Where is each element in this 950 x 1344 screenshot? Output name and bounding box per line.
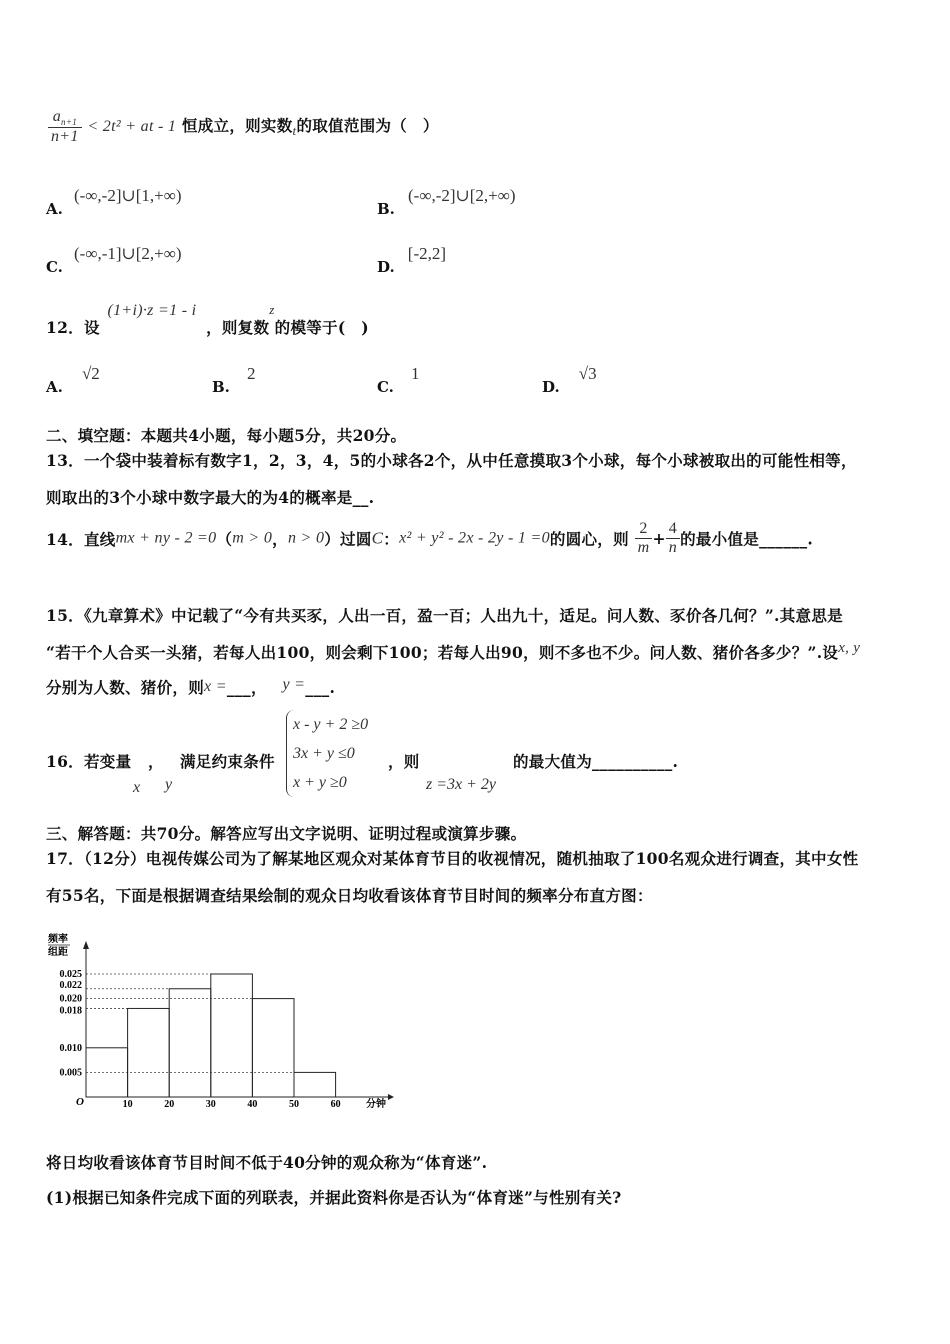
x-tick-label: 60: [330, 1099, 341, 1110]
y-label-top: 频率: [48, 934, 68, 945]
histogram-bar: [169, 989, 211, 1097]
origin-label: O: [76, 1096, 84, 1108]
q17-part1: (1)根据已知条件完成下面的列联表，并据此资料你是否认为“体育迷”与性别有关?: [46, 1188, 622, 1207]
q14-stem: 14．直线mx + ny - 2 =0（m > 0，n > 0）过圆C：x² + y² - 2x - 2y - 1 =0的圆心，则 $\frac{2}{m}$ + $\frac{4}{n}$ 的最小值是______.: [46, 520, 814, 556]
q12-expr: (1+i)·z =1 - i: [107, 302, 197, 319]
q16-comma: ，: [148, 752, 164, 771]
q14-line-eq: mx + ny - 2 =0: [115, 529, 217, 547]
frequency-histogram: [40, 925, 410, 1115]
q17-line1: 17．（12分）电视传媒公司为了解某地区观众对某体育节目的收视情况，随机抽取了100名观众进行调查，其中女性: [46, 849, 859, 868]
histogram-axes: [83, 941, 394, 1100]
q16-var-x: x: [133, 779, 141, 796]
q17-line2: 有55名，下面是根据调查结果绘制的观众日均收看该体育节目时间的频率分布直方图：: [46, 886, 653, 905]
q13-line2: 则取出的3个小球中数字最大的为4的概率是__.: [46, 488, 375, 507]
q11-inequality-rhs: < 2t² + at - 1: [87, 118, 177, 136]
y-tick-label: 0.022: [59, 979, 82, 991]
x-tick-label: 40: [247, 1099, 258, 1110]
q16-num: 16．若变量: [46, 752, 132, 771]
q15-line2: “若干个人合买一头猪，若每人出100，则会剩下100；若每人出90，则不多也不少。问人数、猪价各多少？”.设x, y: [46, 640, 861, 662]
histogram-bar: [252, 999, 294, 1097]
q16-objective: z =3x + 2y: [426, 776, 497, 793]
section2-heading: 二、填空题：本题共4小题，每小题5分，共20分。: [46, 426, 407, 445]
histogram-bar: [128, 1008, 170, 1097]
q16-var-y: y: [165, 776, 173, 793]
q11-option-b[interactable]: B. (-∞,-2]∪[2,+∞): [377, 186, 516, 218]
histogram-bar: [294, 1072, 336, 1097]
q11-option-a[interactable]: A. (-∞,-2]∪[1,+∞): [46, 186, 182, 218]
q15-line1: 15．《九章算术》中记载了“今有共买豕，人出一百，盈一百；人出九十，适足。问人数、豕价各几何？”.其意思是: [46, 606, 843, 625]
x-axis-label: 分钟: [366, 1099, 386, 1110]
q11-var: t: [292, 123, 297, 139]
q14-fraction-1: $\frac{2}{m}$: [635, 520, 653, 557]
q11-option-d[interactable]: D. [-2,2]: [377, 244, 447, 276]
q11-text: 恒成立，则实数: [181, 116, 293, 136]
q14-fraction-2: $\frac{4}{n}$: [666, 520, 680, 557]
q12-option-b[interactable]: B. 2: [212, 364, 256, 396]
q16-constraint-system: x - y + 2 ≥0 3x + y ≤0 x + y ≥0: [286, 710, 368, 797]
x-tick-labels: [123, 1099, 341, 1110]
q15-vars: x, y: [838, 640, 861, 656]
x-axis-arrow: [388, 1094, 394, 1100]
q16-then: ，则: [388, 752, 420, 771]
y-tick-label: 0.020: [59, 993, 82, 1005]
q14-circle-eq: x² + y² - 2x - 2y - 1 =0: [399, 529, 550, 547]
q12-option-c[interactable]: C. 1: [377, 364, 420, 396]
q11-fraction: $\frac{a_{n+1}}{n+1}$: [48, 108, 82, 146]
y-axis-arrow: [83, 941, 89, 949]
x-tick-label: 30: [205, 1099, 216, 1110]
histogram-bars: [86, 974, 336, 1097]
q12-stem: 12．设 (1+i)·z =1 - i ，则复数$^z$的模等于( ): [46, 302, 369, 337]
q12-option-d[interactable]: D. √3: [542, 364, 597, 396]
q16-text: 满足约束条件: [180, 752, 275, 771]
y-tick-label: 0.018: [59, 1005, 82, 1017]
y-tick-label: 0.010: [59, 1042, 82, 1054]
x-tick-label: 50: [289, 1099, 299, 1110]
q11-tail: 的取值范围为（ ）: [296, 116, 439, 136]
q13-line1: 13．一个袋中装着标有数字1，2，3，4，5的小球各2个，从中任意摸取3个小球，每个小球被取出的可能性相等，: [46, 451, 857, 470]
histogram-bar: [211, 974, 253, 1097]
y-tick-label: 0.025: [59, 969, 82, 980]
y-label-bottom: 组距: [48, 947, 68, 958]
q17-definition: 将日均收看该体育节目时间不低于40分钟的观众称为“体育迷”.: [46, 1153, 488, 1172]
histogram-guides: [86, 974, 294, 1097]
x-tick-label: 10: [122, 1099, 133, 1110]
x-tick-label: 20: [164, 1099, 175, 1110]
q11-stem: [48, 108, 439, 146]
q11-option-c[interactable]: C. (-∞,-1]∪[2,+∞): [46, 244, 182, 276]
q15-line3: 分别为人数、猪价，则x =___， y =___.: [46, 676, 336, 697]
q16-tail: 的最大值为__________.: [513, 752, 679, 771]
q12-option-a[interactable]: A. √2: [46, 364, 100, 396]
section3-heading: 三、解答题：共70分。解答应写出文字说明、证明过程或演算步骤。: [46, 824, 527, 843]
y-tick-label: 0.005: [59, 1067, 82, 1079]
y-tick-labels: [60, 969, 83, 1078]
